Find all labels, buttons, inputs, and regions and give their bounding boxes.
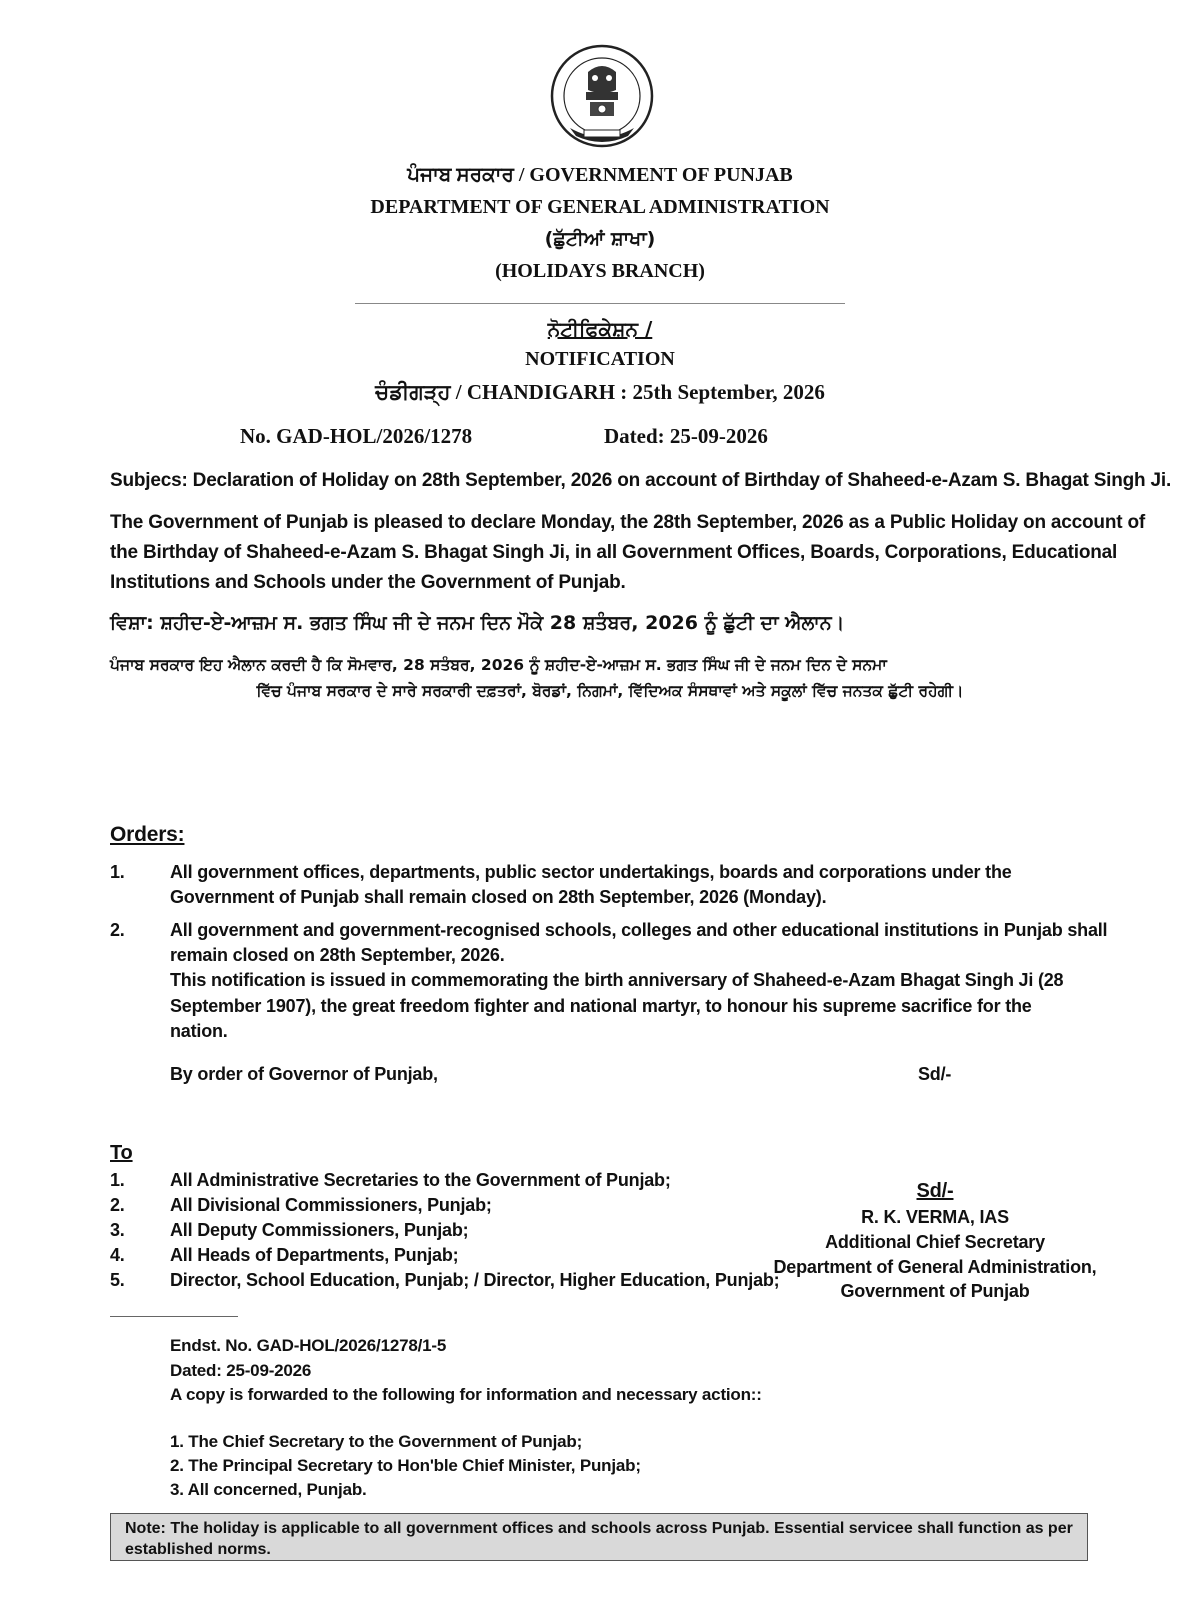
subject-pa: ਵਿਸ਼ਾ: ਸ਼ਹੀਦ-ਏ-ਆਜ਼ਮ ਸ. ਭਗਤ ਸਿੰਘ ਜੀ ਦੇ ਜਨਮ ਦਿਨ ਮੌਕੇ 28 ਸ਼ਤੰਬਰ, 2026 ਨੂੰ ਛੁੱਟੀ ਦਾ ਐਲਾਨ। [110,612,845,634]
to-item: All Administrative Secretaries to the Government of Punjab; [170,1170,671,1190]
endorsement-item: 2. The Principal Secretary to Hon'ble Chief Minister, Punjab; [170,1456,641,1476]
header-line-1: ਪੰਜਾਬ ਸਰਕਾਰ / GOVERNMENT OF PUNJAB [407,164,793,186]
to-number: 2. [110,1195,125,1215]
endorsement-divider [110,1316,238,1317]
header-branch-pa: (ਛੁੱਟੀਆਂ ਸ਼ਾਖਾ) [544,228,656,250]
notification-number: No. GAD-HOL/2026/1278 [240,424,473,448]
order-line: All government and government-recognised schools, colleges and other educational institutions in Punjab shall [170,920,1108,940]
order-line: This notification is issued in commemorating the birth anniversary of Shaheed-e-Azam Bhagat Singh Ji (28 [170,970,1064,991]
signatory-department: Department of General Administration, [773,1256,1097,1277]
to-item: All Divisional Commissioners, Punjab; [170,1195,492,1215]
sd-mark: Sd/- [918,1064,952,1084]
order-item [170,860,1012,910]
paragraph-en-line: The Government of Punjab is pleased to declare Monday, the 28th September, 2026 as a Public Holiday on account of [110,512,1145,533]
notification-title-en: NOTIFICATION [525,348,675,370]
endorsement-number: Endst. No. GAD-HOL/2026/1278/1-5 [170,1336,447,1355]
order-line: September 1907), the great freedom fighter and national martyr, to honour his supreme sacrifice for the [170,995,1032,1016]
paragraph-en-line: Institutions and Schools under the Government of Punjab. [110,572,626,594]
orders-heading: Orders: [110,823,185,846]
paragraph-en-line: the Birthday of Shaheed-e-Azam S. Bhagat Singh Ji, in all Government Offices, Boards, Corporations, Educational [110,542,1118,564]
paragraph-pa-line: ਪੰਜਾਬ ਸਰਕਾਰ ਇਹ ਐਲਾਨ ਕਰਦੀ ਹੈ ਕਿ ਸੋਮਵਾਰ, 28 ਸਤੰਬਰ, 2026 ਨੂੰ ਸ਼ਹੀਦ-ਏ-ਆਜ਼ਮ ਸ. ਭਗਤ ਸਿੰਘ ਜੀ ਦੇ ਜਨਮ ਦਿਨ ਦੇ ਸਨਮਾ [110,656,887,674]
ashoka-emblem-icon [548,42,656,150]
signatory-designation: Additional Chief Secretary [825,1232,1045,1253]
order-item [170,918,1107,1044]
to-item: All Deputy Commissioners, Punjab; [170,1220,469,1240]
endorsement-list [170,1430,641,1502]
header-department: DEPARTMENT OF GENERAL ADMINISTRATION [370,196,830,218]
notification-place-date: ਚੰਡੀਗੜ੍ਹ / CHANDIGARH : 25th September, 2026 [375,380,825,404]
order-line: remain closed on 28th September, 2026. [170,945,505,966]
order-line: All government offices, departments, public sector undertakings, boards and corporations under the [170,862,1012,882]
to-number: 4. [110,1245,125,1265]
notification-dated: Dated: 25-09-2026 [604,424,768,448]
to-heading: To [110,1142,133,1164]
order-number: 1. [110,862,125,882]
by-order-text: By order of Governor of Punjab, [170,1064,438,1084]
paragraph-en [110,508,1145,598]
to-number: 5. [110,1270,125,1290]
endorsement-item: 3. All concerned, Punjab. [170,1480,367,1500]
order-number: 2. [110,920,125,940]
endorsement-intro: A copy is forwarded to the following for information and necessary action:: [170,1385,762,1405]
header-divider [355,303,845,304]
signatory-name: R. K. VERMA, IAS [861,1207,1009,1228]
to-item: All Heads of Departments, Punjab; [170,1245,459,1265]
order-line: Government of Punjab shall remain closed on 28th September, 2026 (Monday). [170,887,827,908]
order-line: nation. [170,1020,228,1041]
signatory-sd: Sd/- [916,1180,954,1202]
notification-title-pa: ਨੋਟੀਫਿਕੇਸ਼ਨ / [547,317,653,341]
header-branch-en: (HOLIDAYS BRANCH) [495,260,705,282]
endorsement-block [170,1334,762,1408]
paragraph-pa [110,652,1110,705]
signatory-government: Government of Punjab [840,1281,1030,1302]
endorsement-item: 1. The Chief Secretary to the Government of Punjab; [170,1432,583,1451]
to-number: 1. [110,1170,125,1190]
to-number: 3. [110,1220,125,1240]
to-item: Director, School Education, Punjab; / Director, Higher Education, Punjab; [170,1270,780,1290]
subject-en: Subjecs: Declaration of Holiday on 28th September, 2026 on account of Birthday of Shaheed-e-Azam S. Bhagat Singh Ji. [110,470,1172,491]
endorsement-dated: Dated: 25-09-2026 [170,1360,312,1380]
signatory-block [770,1178,1100,1304]
note-box: Note: The holiday is applicable to all government offices and schools across Punjab. Essential servicee shall function as per established norms. [110,1513,1088,1561]
paragraph-pa-line: ਵਿੱਚ ਪੰਜਾਬ ਸਰਕਾਰ ਦੇ ਸਾਰੇ ਸਰਕਾਰੀ ਦਫ਼ਤਰਾਂ, ਬੋਰਡਾਂ, ਨਿਗਮਾਂ, ਵਿੱਦਿਅਕ ਸੰਸਥਾਵਾਂ ਅਤੇ ਸਕੂਲਾਂ ਵਿੱਚ ਜਨਤਕ ਛੁੱਟੀ ਰਹੇਗੀ। [256,682,964,701]
